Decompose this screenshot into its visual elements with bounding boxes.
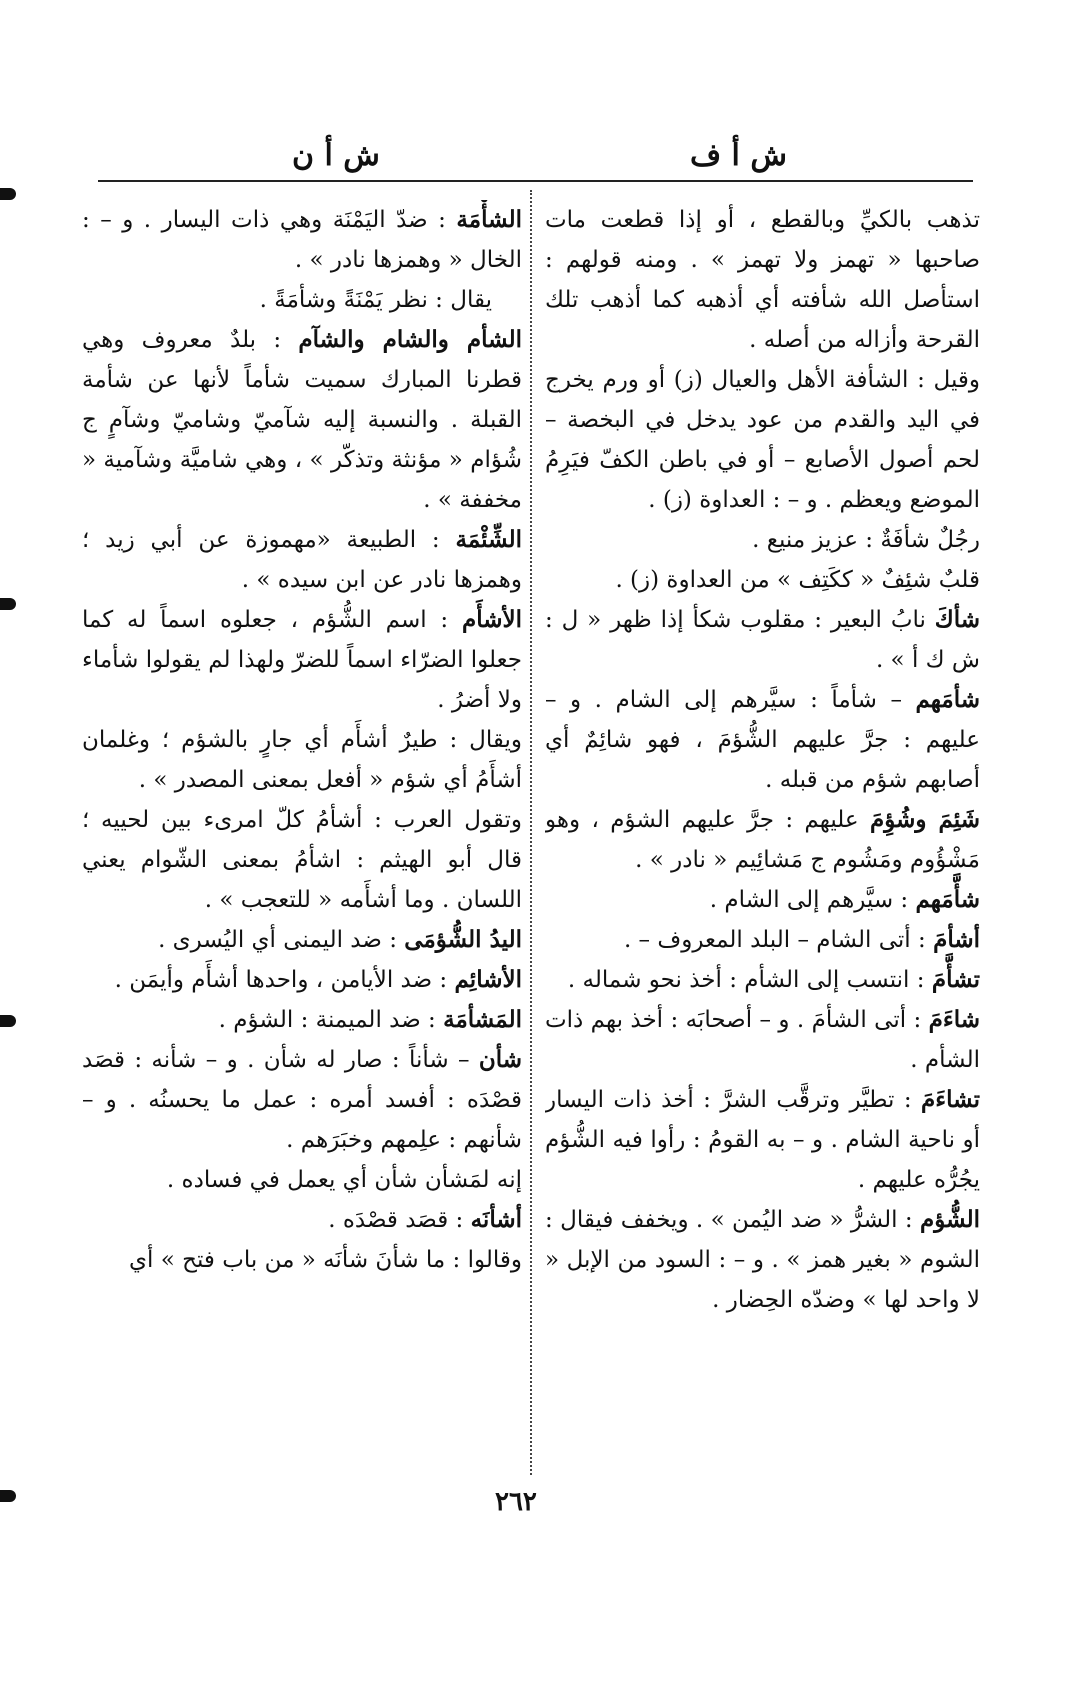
- entry-definition: وقالوا : ما شأنَ شأنَه « من باب فتح » أي: [129, 1247, 522, 1273]
- entry-definition: يقال : نظر يَمْنَةً وشأمَةً .: [259, 287, 492, 313]
- dictionary-entry: [82, 1040, 522, 1160]
- dictionary-entry: [82, 920, 522, 960]
- entry-definition: : انتسب إلى الشأم : أخذ نحو شماله .: [567, 967, 932, 993]
- entry-definition: : الشرُّ « ضد اليُمن » . ويخفف فيقال : الشوم « بغير همز » . و – : السود من الإبل « لا واحد لها » وضدّه الحِضار .: [545, 1207, 980, 1313]
- dictionary-entry: [545, 1080, 980, 1200]
- right-column: [545, 200, 980, 1480]
- dictionary-entry: [545, 520, 980, 560]
- dictionary-entry: [82, 800, 522, 920]
- dictionary-entry: [82, 1200, 522, 1240]
- dictionary-entry: [82, 1000, 522, 1040]
- entry-headword: الأشأَم: [461, 606, 522, 633]
- dictionary-entry: [82, 1240, 522, 1280]
- entry-definition: تذهب بالكيِّ وبالقطع ، أو إذا قطعت مات صاحبها « تهمز ولا تهمز » . ومنه قولهم : استأصل الله شأفته أي أذهبه كما أذهب تلك القرحة وأزاله من أصله .: [545, 207, 980, 353]
- entry-headword: تشأَّمَ: [931, 966, 980, 993]
- entry-definition: : ضد الأيامن ، واحدها أشأَم وأيمَن .: [114, 967, 455, 993]
- entry-headword: اليدُ الشُّؤمَى: [404, 926, 522, 953]
- margin-mark: [0, 1490, 16, 1502]
- entry-definition: : بلدٌ معروف وهي قطرنا المبارك سميت شأماً لأنها عن شأمة القبلة . والنسبة إليه شآميّ وشاميّ وشآمٍ ج شُؤام « مؤنثة وتذكّر » ، وهي شاميَّة وشآمية « مخففة » .: [82, 327, 522, 513]
- entry-headword: أشأنَه: [470, 1206, 522, 1233]
- entry-headword: أشأمَ: [933, 926, 980, 953]
- header-root-right: ش أ ف: [690, 138, 787, 173]
- page-number: ٢٦٢: [495, 1487, 537, 1517]
- entry-definition: : أتى الشأمَ . و – أصحابَه : أخذ بهم ذات الشأم .: [545, 1007, 980, 1073]
- entry-definition: : ضد اليمنى أي اليُسرى .: [158, 927, 405, 953]
- entry-definition: – شأماً : سيَّرهم إلى الشام . و – عليهم : جرَّ عليهم الشُّؤمَ ، فهو شائِمٌ أي أصابهم شؤم من قبله .: [545, 687, 980, 793]
- entry-definition: وتقول العرب : أشأمُ كلّ امرىء بين لحييه ؛ قال أبو الهيثم : اشأمُ بمعنى الشّوام يعني اللسان . وما أشأَمه « للتعجب » .: [82, 807, 522, 913]
- entry-headword: الشأْمَة: [456, 206, 522, 233]
- header-root-left: ش أ ن: [292, 138, 380, 173]
- dictionary-entry: [545, 600, 980, 680]
- dictionary-entry: [82, 200, 522, 280]
- dictionary-entry: [545, 1000, 980, 1080]
- dictionary-entry: [82, 320, 522, 520]
- entry-definition: – شأناً : صار له شأن . و – شأنه : قصَد قصْدَه : أفسد أمره : عمل ما يحسنُه . و – شأنهم : علِمهم وخبَرَهم .: [82, 1047, 522, 1153]
- dictionary-entry: [545, 1200, 980, 1320]
- left-column: [82, 200, 522, 1480]
- dictionary-entry: [82, 720, 522, 800]
- dictionary-entry: [545, 800, 980, 880]
- dictionary-entry: [82, 280, 522, 320]
- dictionary-entry: [545, 680, 980, 800]
- dictionary-entry: [545, 880, 980, 920]
- entry-definition: : ضد الميمنة : الشؤم .: [218, 1007, 444, 1033]
- entry-headword: شَئِمَ وشُؤِمَ: [869, 806, 980, 833]
- entry-definition: نابُ البعير : مقلوب شكأ إذا ظهر « ل : ش ك أ » .: [545, 607, 980, 673]
- margin-mark: [0, 1015, 16, 1027]
- entry-headword: المَشأمَة: [443, 1006, 522, 1033]
- entry-definition: وقيل : الشأفة الأهل والعيال (ز) أو ورم يخرج في اليد والقدم من عود يدخل في البخصة – لحم أصول الأصابع – أو في باطن الكفّ فيَرِمُ الموضع ويعظم . و – : العداوة (ز) .: [545, 367, 980, 513]
- entry-headword: شأكَ: [934, 606, 980, 633]
- entry-headword: تشاءَمَ: [921, 1086, 980, 1113]
- dictionary-entry: [545, 960, 980, 1000]
- entry-definition: : أتى الشام – البلد المعروف – .: [623, 927, 934, 953]
- entry-headword: شأمَهم: [915, 686, 980, 713]
- entry-headword: شاءَمَ: [928, 1006, 980, 1033]
- entry-headword: الشُّؤم: [919, 1206, 980, 1233]
- dictionary-entry: [545, 200, 980, 360]
- margin-mark: [0, 598, 16, 610]
- entry-definition: إنه لمَشأن شأن أي يعمل في فساده .: [166, 1167, 522, 1193]
- entry-headword: شأَّمَهم: [915, 886, 980, 913]
- header-rule: [98, 180, 973, 182]
- entry-headword: الشِّئْمَة: [455, 526, 522, 553]
- entry-definition: : قصَد قصْدَه .: [328, 1207, 471, 1233]
- dictionary-entry: [82, 520, 522, 600]
- entry-definition: : تطيَّر وترقَّب الشرَّ : أخذ ذات اليسار أو ناحية الشام . و – به القومُ : رأوا فيه الشُّؤم يجُرُّه عليهم .: [545, 1087, 980, 1193]
- entry-definition: عليهم : جرَّ عليهم الشؤم ، وهو مَشْؤُوم ومَشُوم ج مَشائِيم « نادر » .: [545, 807, 980, 873]
- entry-definition: : الطبيعة «مهموزة عن أبي زيد ؛ وهمزها نادر عن ابن سيده » .: [82, 527, 522, 593]
- entry-definition: : ضدّ اليَمْنَة وهي ذات اليسار . و – : الخال « وهمزها نادر » .: [82, 207, 522, 273]
- dictionary-entry: [82, 1160, 522, 1200]
- entry-definition: : اسم الشُّؤم ، جعلوه اسماً له كما جعلوا الضرّاء اسماً للضرّ ولهذا لم يقولوا شأماء ولا أضرُ .: [82, 607, 522, 713]
- entry-definition: ويقال : طيرٌ أشأَم أي جارٍ بالشؤم ؛ وغلمان أشأَمُ أي شؤم « أفعل بمعنى المصدر » .: [82, 727, 522, 793]
- margin-mark: [0, 188, 16, 200]
- dictionary-entry: [545, 920, 980, 960]
- dictionary-entry: [545, 360, 980, 520]
- entry-definition: رجُلٌ شأفَةٌ : عزيز منيع .: [752, 527, 980, 553]
- dictionary-entry: [545, 560, 980, 600]
- entry-headword: الأشائِم: [454, 966, 522, 993]
- entry-definition: : سيَّرهم إلى الشام .: [709, 887, 916, 913]
- entry-definition: قلبٌ شئِفٌ « ككَتِف » من العداوة (ز) .: [615, 567, 980, 593]
- dictionary-entry: [82, 600, 522, 720]
- dictionary-entry: [82, 960, 522, 1000]
- column-divider: [530, 190, 532, 1475]
- entry-headword: الشأم والشام والشآم: [298, 326, 522, 353]
- entry-headword: شأن: [478, 1046, 522, 1073]
